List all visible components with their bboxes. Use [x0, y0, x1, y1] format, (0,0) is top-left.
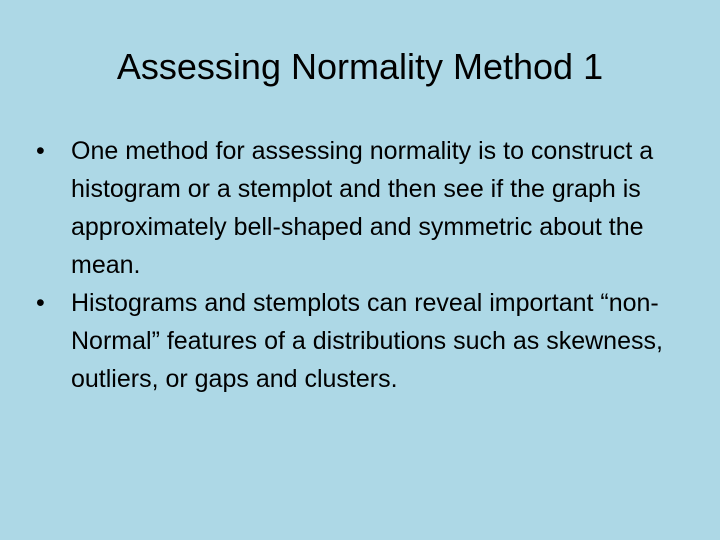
bullet-marker: • — [36, 289, 45, 317]
bullet-text: Histograms and stemplots can reveal important “non-Normal” features of a distributions such as skewness, outliers, or gaps and clusters. — [71, 289, 663, 393]
bullet-text: One method for assessing normality is to construct a histogram or a stemplot and then see if the graph is approximately bell-shaped and symmetric about the mean. — [71, 137, 654, 279]
slide-title: Assessing Normality Method 1 — [116, 46, 604, 87]
bullet-item — [36, 132, 676, 284]
bullet-list — [36, 132, 676, 398]
bullet-item — [36, 284, 676, 398]
bullet-marker: • — [36, 137, 45, 165]
